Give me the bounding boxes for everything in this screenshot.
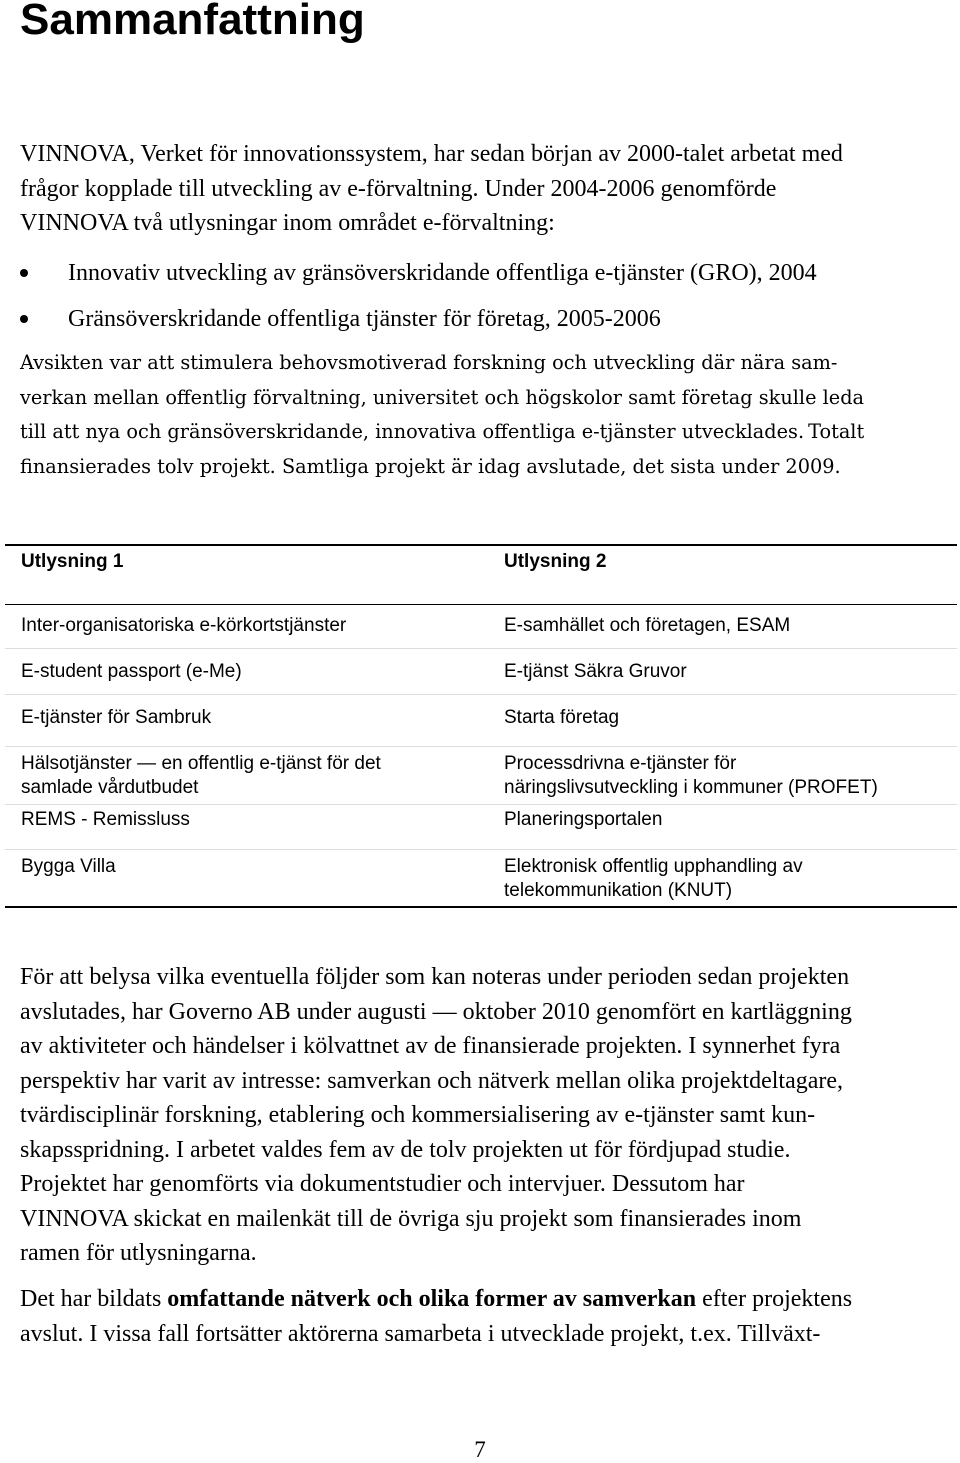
text-fragment: Totalt bbox=[808, 420, 865, 443]
page-number: 7 bbox=[474, 1437, 486, 1462]
text-line: VINNOVA, Verket för innovationssystem, har sedan början av 2000-talet arbetat med bbox=[20, 141, 843, 167]
text-line: För att belysa vilka eventuella följder som kan noteras under perioden sedan projekten bbox=[20, 964, 850, 990]
row-divider bbox=[5, 849, 957, 850]
table-cell: E-samhället och företagen, ESAM bbox=[504, 615, 791, 636]
table-cell: Starta företag bbox=[504, 707, 620, 728]
row-divider bbox=[5, 746, 957, 747]
table-rule-bottom bbox=[5, 906, 957, 908]
table-cell: Bygga Villa bbox=[21, 856, 116, 877]
text-line: Avsikten var att stimulera behovsmotiverad forskning och utveckling där nära sam- bbox=[20, 351, 838, 374]
table-cell: E-tjänst Säkra Gruvor bbox=[504, 661, 687, 682]
text-line: frågor kopplade till utveckling av e-förvaltning. Under 2004-2006 genomförde bbox=[20, 175, 777, 202]
text-line: avslutades, har Governo AB under augusti — oktober 2010 genomfört en kartläggning bbox=[20, 998, 852, 1025]
table-cell: E-tjänster för Sambruk bbox=[21, 707, 212, 728]
bold-emphasis: omfattande nätverk och olika former av samverkan bbox=[167, 1286, 697, 1312]
table-cell: Elektronisk offentlig upphandling av telekommunikation (KNUT) bbox=[504, 856, 803, 901]
text-line: Projektet har genomförts via dokumentstudier och intervjuer. Dessutom har bbox=[20, 1171, 745, 1197]
list-item bbox=[20, 256, 950, 302]
row-divider bbox=[5, 804, 957, 805]
table-cell: Inter-organisatoriska e-körkortstjänster bbox=[21, 615, 347, 636]
table-cell: REMS - Remissluss bbox=[21, 809, 190, 830]
text-line: VINNOVA två utlysningar inom området e-förvaltning: bbox=[20, 210, 555, 236]
intro-paragraph bbox=[20, 137, 950, 241]
text-line: avslut. I vissa fall fortsätter aktörerna samarbeta i utvecklade projekt, t.ex. Tillväxt- bbox=[20, 1320, 821, 1347]
bullet-icon bbox=[20, 269, 28, 277]
list-item-text: Gränsöverskridande offentliga tjänster för företag, 2005-2006 bbox=[68, 306, 661, 332]
text-fragment: Det har bildats bbox=[20, 1286, 168, 1312]
table-cell: Planeringsportalen bbox=[504, 809, 663, 830]
text-line: VINNOVA skickat en mailenkät till de övriga sju projekt som finansierades inom bbox=[20, 1205, 802, 1232]
list-item-text: Innovativ utveckling av gränsöverskridande offentliga e-tjänster (GRO), 2004 bbox=[68, 260, 817, 286]
column-header-utlysning-2: Utlysning 2 bbox=[504, 551, 607, 572]
table-cell: Hälsotjänster — en offentlig e-tjänst för det samlade vårdutbudet bbox=[21, 753, 381, 798]
text-line: skapsspridning. I arbetet valdes fem av de tolv projekten ut för fördjupad studie. bbox=[20, 1136, 791, 1163]
aim-paragraph bbox=[20, 346, 938, 484]
table-rule-top bbox=[5, 544, 957, 546]
text-line: ramen för utlysningarna. bbox=[20, 1240, 257, 1266]
bullet-list bbox=[20, 256, 950, 348]
text-line: av aktiviteter och händelser i kölvattnet av de finansierade projekten. I synnerhet fyra bbox=[20, 1033, 841, 1059]
text-line bbox=[20, 415, 938, 450]
table-cell: Processdrivna e-tjänster för näringslivsutveckling i kommuner (PROFET) bbox=[504, 753, 878, 798]
text-line: verkan mellan offentlig förvaltning, universitet och högskolor samt företag skulle leda bbox=[20, 385, 865, 409]
column-header-utlysning-1: Utlysning 1 bbox=[21, 551, 124, 572]
method-paragraph bbox=[20, 960, 942, 1271]
bullet-icon bbox=[20, 315, 28, 323]
list-item bbox=[20, 302, 950, 348]
text-line: tvärdisciplinär forskning, etablering och kommersialisering av e-tjänster samt kun- bbox=[20, 1102, 816, 1128]
text-line: finansierades tolv projekt. Samtliga projekt är idag avslutade, det sista under 2009. bbox=[20, 454, 841, 478]
text-fragment: efter projektens bbox=[696, 1286, 853, 1312]
text-line: perspektiv har varit av intresse: samverkan och nätverk mellan olika projektdeltagare, bbox=[20, 1067, 844, 1094]
row-divider bbox=[5, 648, 957, 649]
table-rule-header bbox=[5, 604, 957, 605]
text-line bbox=[20, 1282, 942, 1317]
page-title: Sammanfattning bbox=[20, 0, 365, 44]
results-paragraph bbox=[20, 1282, 942, 1351]
row-divider bbox=[5, 694, 957, 695]
text-fragment: till att nya och gränsöverskridande, innovativa offentliga e-tjänster utvecklades. bbox=[20, 420, 805, 443]
table-cell: E-student passport (e-Me) bbox=[21, 661, 242, 682]
